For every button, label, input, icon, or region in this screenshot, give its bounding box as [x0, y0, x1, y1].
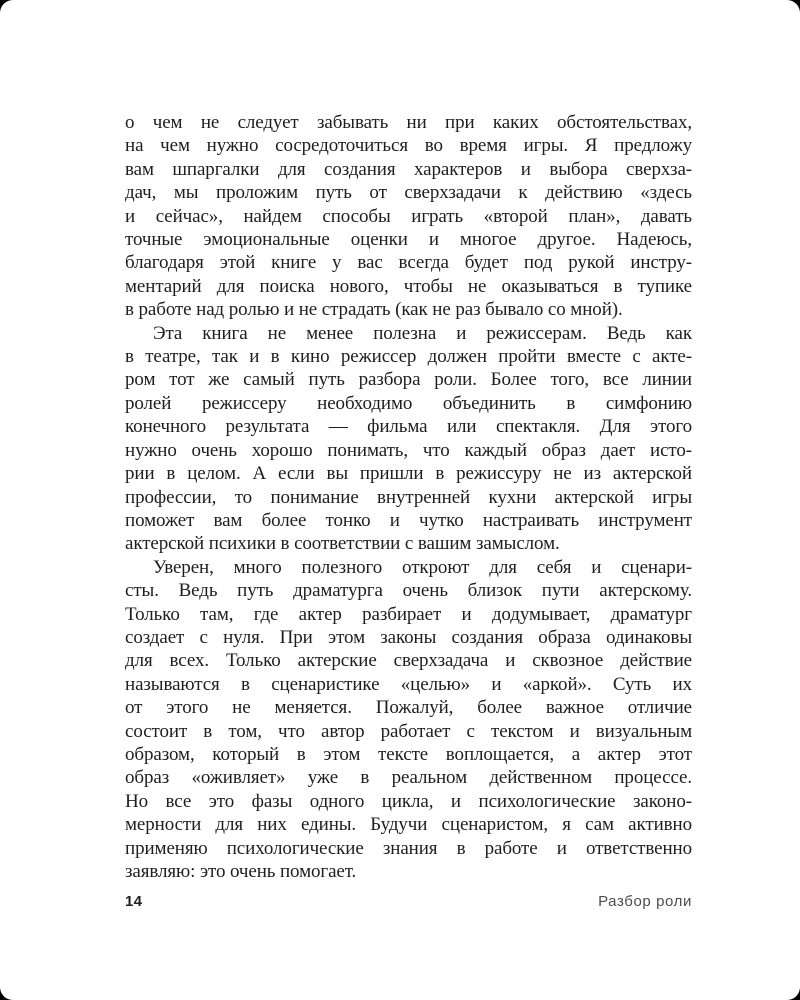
text-line: создает с нуля. При этом законы создания образа одинаковы	[125, 626, 692, 648]
text-line: применяю психологические знания в работе и ответственно	[125, 837, 692, 859]
text-line: нужно очень хорошо понимать, что каждый образ дает исто-	[125, 439, 692, 461]
text-line: в театре, так и в кино режиссер должен пройти вместе с акте-	[125, 346, 692, 368]
paragraph	[125, 111, 692, 322]
text-line: Только там, где актер разбирает и додумывает, драматург	[125, 603, 692, 625]
text-line: Эта книга не менее полезна и режиссерам. Ведь как	[153, 322, 692, 344]
text-line: Но все это фазы одного цикла, и психологические законо-	[125, 790, 692, 812]
text-line: мерности для них едины. Будучи сценаристом, я сам активно	[125, 814, 692, 836]
text-line: заявляю: это очень помогает.	[125, 861, 357, 882]
text-line: ментарий для поиска нового, чтобы не оказываться в тупике	[125, 275, 692, 297]
text-line: ролей режиссеру необходимо объединить в симфонию	[125, 392, 692, 414]
text-line: образ «оживляет» уже в реальном действенном процессе.	[125, 767, 692, 789]
text-line: называются в сценаристике «целью» и «аркой». Суть их	[125, 673, 692, 695]
text-line: сты. Ведь путь драматурга очень близок пути актерскому.	[125, 580, 692, 602]
text-line: рии в целом. А если вы пришли в режиссуру не из актерской	[125, 463, 692, 485]
text-line: состоит в том, что автор работает с текстом и визуальным	[125, 720, 692, 742]
text-line: актерской психики в соответствии с вашим замыслом.	[125, 533, 560, 555]
paragraph	[125, 556, 692, 884]
text-line: образом, который в этом тексте воплощается, а актер этот	[125, 743, 692, 765]
text-line: для всех. Только актерские сверхзадача и сквозное действие	[125, 650, 692, 672]
text-line: Уверен, много полезного откроют для себя и сценари-	[153, 556, 692, 578]
text-line: точные эмоциональные оценки и многое другое. Надеюсь,	[125, 229, 692, 251]
text-line: конечного результата — фильма или спектакля. Для этого	[125, 416, 692, 438]
text-line: вам шпаргалки для создания характеров и выбора сверхза-	[125, 158, 692, 180]
text-line: профессии, то понимание внутренней кухни актерской игры	[125, 486, 692, 508]
text-line: на чем нужно сосредоточиться во время игры. Я предложу	[125, 135, 692, 157]
page-number: 14	[125, 893, 143, 910]
text-line: о чем не следует забывать ни при каких обстоятельствах,	[125, 112, 692, 133]
text-line: поможет вам более тонко и чутко настраивать инструмент	[125, 509, 692, 531]
text-line: дач, мы проложим путь от сверхзадачи к действию «здесь	[125, 182, 692, 204]
text-line: ром тот же самый путь разбора роли. Более того, все линии	[125, 369, 692, 391]
paragraph	[125, 322, 692, 556]
running-title: Разбор роли	[598, 893, 692, 910]
text-line: в работе над ролью и не страдать (как не раз бывало со мной).	[125, 299, 623, 321]
page-footer	[125, 893, 692, 910]
text-line: от этого не меняется. Пожалуй, более важное отличие	[125, 697, 692, 719]
text-line: и сейчас», найдем способы играть «второй план», давать	[125, 205, 692, 227]
page-text	[125, 111, 692, 883]
text-line: благодаря этой книге у вас всегда будет под рукой инстру-	[125, 252, 692, 274]
